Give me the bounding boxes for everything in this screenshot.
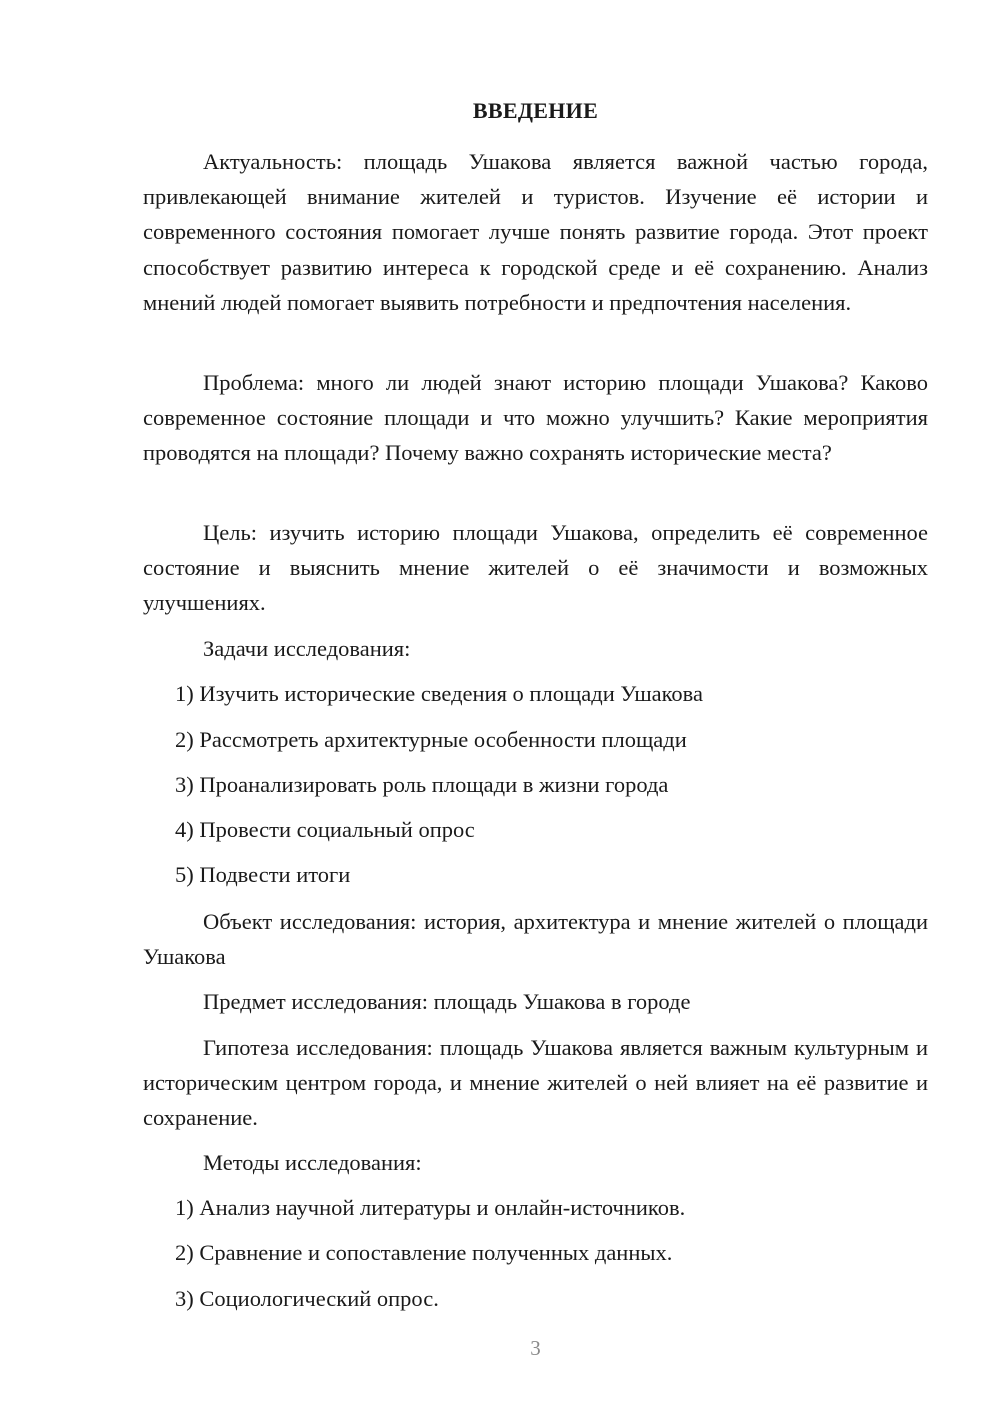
- paragraph-subject: Предмет исследования: площадь Ушакова в городе: [203, 989, 691, 1014]
- paragraph-goal: Цель: изучить историю площади Ушакова, определить её современное состояние и выяснить мнение жителей о её значимости и возможных улучшениях.: [143, 520, 928, 616]
- page-number: 3: [530, 1336, 541, 1360]
- tasks-heading: Задачи исследования:: [203, 636, 411, 661]
- list-item: 2) Рассмотреть архитектурные особенности площади: [175, 727, 687, 752]
- page-title: ВВЕДЕНИЕ: [472, 98, 599, 123]
- paragraph-relevance: Актуальность: площадь Ушакова является важной частью города, привлекающей внимание жителей и туристов. Изучение её истории и современного состояния помогает лучше понять развитие города. Этот проект способствует развитию интереса к городской среде и её сохранению. Анализ мнений людей помогает выявить потребности и предпочтения населения.: [143, 149, 928, 315]
- list-item: 5) Подвести итоги: [175, 862, 351, 887]
- paragraph-problem: Проблема: много ли людей знают историю площади Ушакова? Каково современное состояние площади и что можно улучшить? Какие мероприятия проводятся на площади? Почему важно сохранять исторические места?: [143, 370, 928, 466]
- list-item: 3) Социологический опрос.: [175, 1286, 439, 1311]
- document-page: [143, 0, 928, 1414]
- list-item: 4) Провести социальный опрос: [175, 817, 475, 842]
- list-item: 2) Сравнение и сопоставление полученных данных.: [175, 1240, 673, 1265]
- list-item: 3) Проанализировать роль площади в жизни города: [175, 772, 669, 797]
- paragraph-object: Объект исследования: история, архитектура и мнение жителей о площади Ушакова: [143, 909, 928, 970]
- methods-heading: Методы исследования:: [203, 1150, 422, 1175]
- list-item: 1) Изучить исторические сведения о площади Ушакова: [175, 681, 703, 706]
- paragraph-hypothesis: Гипотеза исследования: площадь Ушакова является важным культурным и историческим центром города, и мнение жителей о ней влияет на её развитие и сохранение.: [143, 1035, 928, 1131]
- list-item: 1) Анализ научной литературы и онлайн-источников.: [175, 1195, 686, 1220]
